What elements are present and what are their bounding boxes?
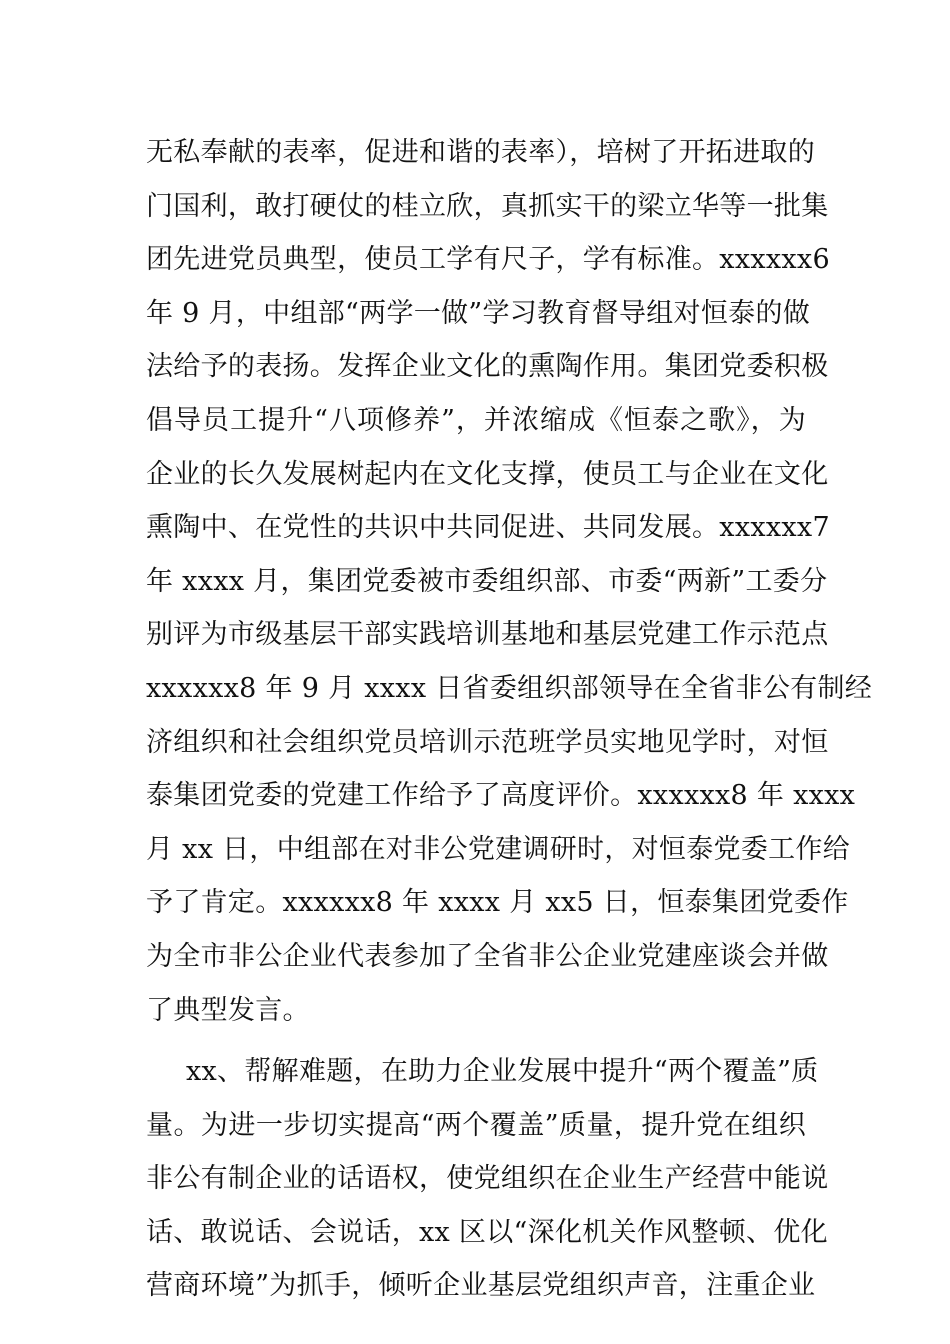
text-line: 话、敢说话、会说话，xx 区以“深化机关作风整顿、优化 (146, 1216, 828, 1248)
body-text (146, 126, 873, 1313)
text-line: 为全市非公企业代表参加了全省非公企业党建座谈会并做 (146, 940, 829, 972)
paragraph-2 (146, 1045, 829, 1313)
paragraph-gap (146, 1037, 806, 1045)
text-line: 门国利，敢打硬仗的桂立欣，真抓实干的梁立华等一批集 (146, 190, 829, 222)
text-line: 予了肯定。xxxxxx8 年 xxxx 月 xx5 日，恒泰集团党委作 (146, 887, 849, 919)
text-line: xx、帮解难题，在助力企业发展中提升“两个覆盖”质 (186, 1056, 819, 1088)
text-line: 倡导员工提升“八项修养”，并浓缩成《恒泰之歌》，为 (146, 404, 806, 436)
text-line: 年 9 月，中组部“两学一做”学习教育督导组对恒泰的做 (146, 297, 811, 329)
text-line: 泰集团党委的党建工作给予了高度评价。xxxxxx8 年 xxxx (146, 780, 856, 812)
text-line: xxxxxx8 年 9 月 xxxx 日省委组织部领导在全省非公有制经 (146, 672, 873, 704)
text-line: 了典型发言。 (146, 994, 310, 1026)
text-line: 法给予的表扬。发挥企业文化的熏陶作用。集团党委积极 (146, 351, 829, 383)
text-line: 月 xx 日，中组部在对非公党建调研时，对恒泰党委工作给 (146, 833, 851, 865)
text-line: 营商环境”为抓手，倾听企业基层党组织声音，注重企业 (146, 1270, 816, 1302)
text-line: 年 xxxx 月，集团党委被市委组织部、市委“两新”工委分 (146, 565, 828, 597)
paragraph-1 (146, 126, 873, 1037)
text-line: 无私奉献的表率，促进和谐的表率），培树了开拓进取的 (146, 137, 815, 168)
text-line: 非公有制企业的话语权，使党组织在企业生产经营中能说 (146, 1163, 829, 1195)
text-line: 企业的长久发展树起内在文化支撑，使员工与企业在文化 (146, 458, 829, 490)
text-line: 团先进党员典型，使员工学有尺子，学有标准。xxxxxx6 (146, 244, 830, 276)
text-line: 熏陶中、在党性的共识中共同促进、共同发展。xxxxxx7 (146, 512, 830, 544)
text-line: 济组织和社会组织党员培训示范班学员实地见学时，对恒 (146, 726, 829, 758)
text-line: 量。为进一步切实提高“两个覆盖”质量，提升党在组织 (146, 1109, 806, 1141)
text-line: 别评为市级基层干部实践培训基地和基层党建工作示范点 (146, 619, 829, 651)
